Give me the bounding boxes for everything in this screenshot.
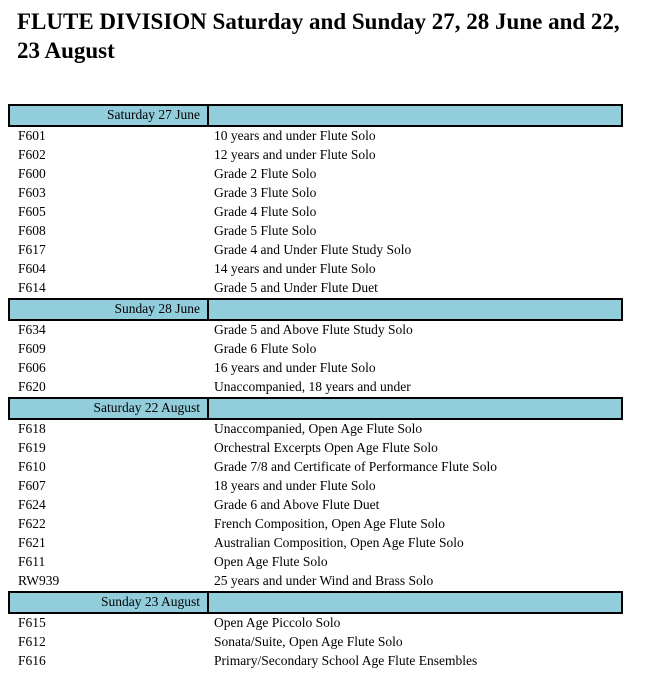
event-code: F622 (18, 516, 46, 531)
event-description: Grade 3 Flute Solo (214, 185, 317, 200)
event-row (9, 165, 622, 184)
event-row (9, 184, 622, 203)
event-description: Grade 2 Flute Solo (214, 166, 317, 181)
event-description: 25 years and under Wind and Brass Solo (214, 573, 434, 588)
section-header-date: Saturday 27 June (9, 105, 208, 126)
event-code: F621 (18, 535, 46, 550)
event-row (9, 419, 622, 439)
event-code: F602 (18, 147, 46, 162)
event-description: Grade 6 Flute Solo (214, 341, 317, 356)
event-row (9, 496, 622, 515)
event-description: 10 years and under Flute Solo (214, 128, 376, 143)
event-description: Grade 7/8 and Certificate of Performance Flute Solo (214, 459, 498, 474)
event-code: F604 (18, 261, 46, 276)
event-row (9, 553, 622, 572)
page-title: FLUTE DIVISION Saturday and Sunday 27, 28 June and 22, 23 August (17, 9, 620, 63)
event-code: F609 (18, 341, 46, 356)
event-row (9, 279, 622, 299)
event-row (9, 126, 622, 146)
event-description: Grade 5 and Under Flute Duet (214, 280, 378, 295)
event-description: Grade 5 and Above Flute Study Solo (214, 322, 413, 337)
event-row (9, 477, 622, 496)
event-description: Unaccompanied, Open Age Flute Solo (214, 421, 423, 436)
event-description: Grade 5 Flute Solo (214, 223, 317, 238)
event-description: Grade 4 and Under Flute Study Solo (214, 242, 412, 257)
section-header-spacer (208, 398, 622, 419)
section-header-spacer (208, 105, 622, 126)
event-description: Open Age Piccolo Solo (214, 615, 341, 630)
event-row (9, 515, 622, 534)
event-description: 12 years and under Flute Solo (214, 147, 376, 162)
event-row (9, 633, 622, 652)
event-description: 14 years and under Flute Solo (214, 261, 376, 276)
event-row (9, 260, 622, 279)
event-description: Australian Composition, Open Age Flute Solo (214, 535, 464, 550)
event-description: Grade 6 and Above Flute Duet (214, 497, 380, 512)
event-row (9, 359, 622, 378)
event-row (9, 222, 622, 241)
section-header-date: Sunday 23 August (9, 592, 208, 613)
event-code: F618 (18, 421, 46, 436)
event-row (9, 652, 622, 671)
event-code: F605 (18, 204, 46, 219)
event-code: F608 (18, 223, 46, 238)
event-row (9, 572, 622, 592)
event-code: RW939 (18, 573, 60, 588)
event-description: 18 years and under Flute Solo (214, 478, 376, 493)
event-code: F607 (18, 478, 46, 493)
event-code: F619 (18, 440, 46, 455)
event-code: F620 (18, 379, 46, 394)
schedule-table-body (9, 105, 622, 671)
event-description: 16 years and under Flute Solo (214, 360, 376, 375)
event-code: F616 (18, 653, 46, 668)
event-row (9, 534, 622, 553)
event-code: F624 (18, 497, 46, 512)
event-description: Unaccompanied, 18 years and under (214, 379, 411, 394)
event-code: F612 (18, 634, 46, 649)
event-row (9, 146, 622, 165)
event-description: French Composition, Open Age Flute Solo (214, 516, 445, 531)
section-header-spacer (208, 299, 622, 320)
section-header-row (9, 398, 622, 419)
event-code: F603 (18, 185, 46, 200)
section-header-row (9, 105, 622, 126)
section-header-date: Sunday 28 June (9, 299, 208, 320)
event-description: Grade 4 Flute Solo (214, 204, 317, 219)
event-code: F601 (18, 128, 46, 143)
event-row (9, 378, 622, 398)
section-header-date: Saturday 22 August (9, 398, 208, 419)
event-code: F611 (18, 554, 46, 569)
event-code: F600 (18, 166, 46, 181)
event-row (9, 320, 622, 340)
event-row (9, 458, 622, 477)
event-code: F610 (18, 459, 46, 474)
event-row (9, 439, 622, 458)
event-code: F617 (18, 242, 46, 257)
document-page (0, 8, 671, 673)
event-code: F634 (18, 322, 46, 337)
event-row (9, 241, 622, 260)
section-header-row (9, 592, 622, 613)
event-row (9, 203, 622, 222)
event-code: F614 (18, 280, 46, 295)
section-header-row (9, 299, 622, 320)
event-row (9, 613, 622, 633)
section-header-spacer (208, 592, 622, 613)
event-code: F606 (18, 360, 46, 375)
event-description: Sonata/Suite, Open Age Flute Solo (214, 634, 403, 649)
event-row (9, 340, 622, 359)
event-description: Open Age Flute Solo (214, 554, 328, 569)
event-description: Orchestral Excerpts Open Age Flute Solo (214, 440, 438, 455)
event-code: F615 (18, 615, 46, 630)
schedule-table (8, 104, 623, 671)
event-description: Primary/Secondary School Age Flute Ensembles (214, 653, 478, 668)
